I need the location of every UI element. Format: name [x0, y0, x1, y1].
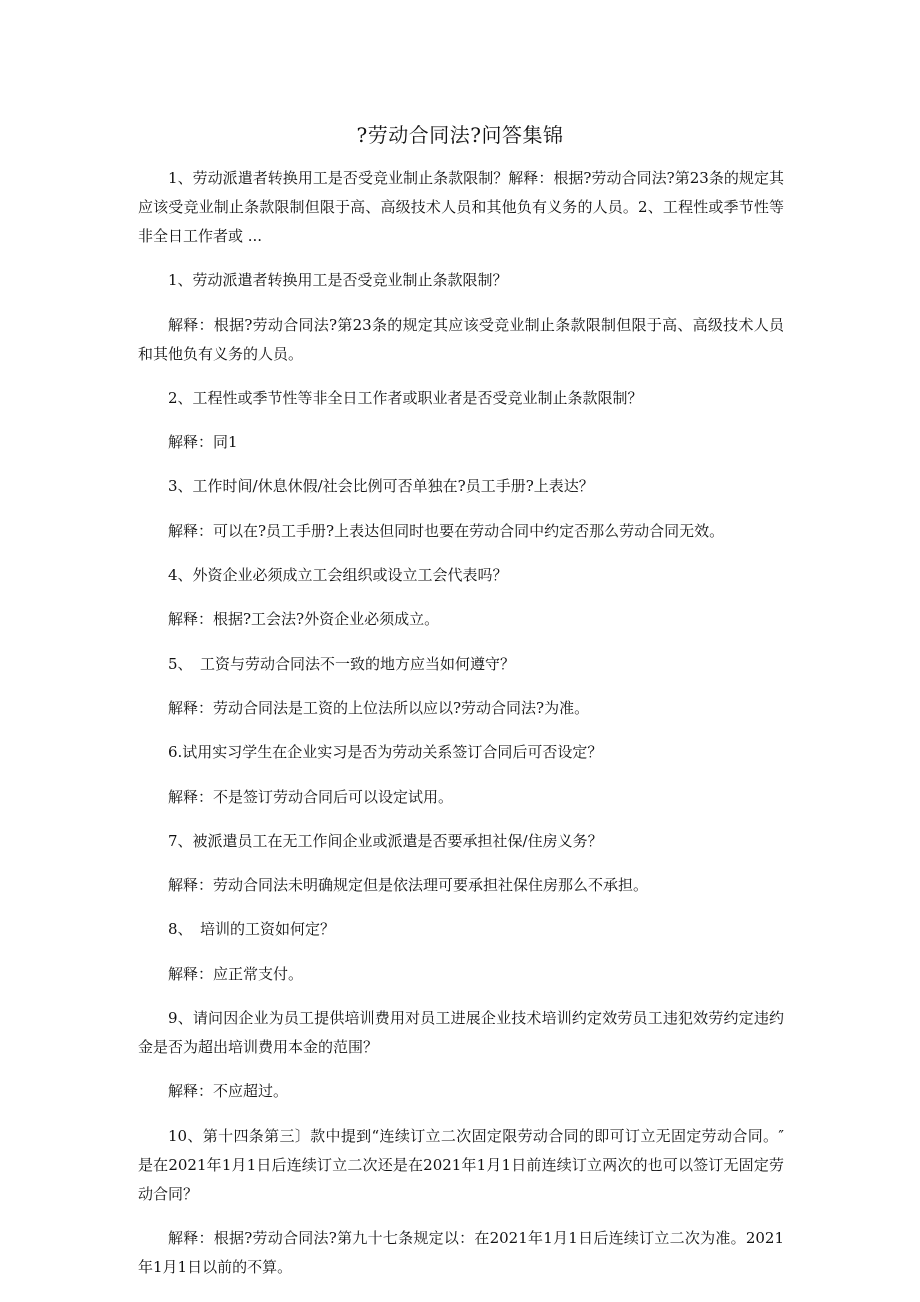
question-9: 9、请问因企业为员工提供培训费用对员工进展企业技术培训约定效劳员工违犯效劳约定违约金是否为超出培训费用本金的范围？: [138, 1009, 784, 1057]
question-8: 8、 培训的工资如何定？: [168, 920, 336, 939]
question-6: 6.试用实习学生在企业实习是否为劳动关系签订合同后可否设定？: [168, 743, 603, 762]
answer-3: 解释：可以在?员工手册?上表达但同时也要在劳动合同中约定否那么劳动合同无效。: [168, 521, 725, 540]
document-title: ?劳动合同法?问答集锦: [356, 123, 564, 147]
answer-6: 解释：不是签订劳动合同后可以设定试用。: [168, 787, 454, 806]
question-1: 1、劳动派遣者转换用工是否受竞业制止条款限制？: [168, 271, 508, 290]
answer-5: 解释：劳动合同法是工资的上位法所以应以?劳动合同法?为准。: [168, 698, 590, 717]
question-3: 3、工作时间/休息休假/社会比例可否单独在?员工手册?上表达？: [168, 477, 594, 496]
answer-1: 解释：根据?劳动合同法?第23条的规定其应该受竞业制止条款限制但限于高、高级技术人员和其他负有义务的人员。: [138, 315, 784, 363]
answer-10: 解释：根据?劳动合同法?第九十七条规定以：在2021年1月1日后连续订立二次为准。2021年1月1日以前的不算。: [138, 1228, 784, 1276]
document-body: [138, 164, 784, 1297]
question-10: 10、第十四条第三〕款中提到“连续订立二次固定限劳动合同的即可订立无固定劳动合同。″是在2021年1月1日后连续订立二次还是在2021年1月1日前连续订立两次的也可以签订无固定劳动合同？: [138, 1126, 784, 1203]
paragraph-summary: 1、劳动派遣者转换用工是否受竞业制止条款限制？解释：根据?劳动合同法?第23条的规定其应该受竞业制止条款限制但限于高、高级技术人员和其他负有义务的人员。2、工程性或季节性等非全日工作者或 ...: [138, 169, 784, 245]
answer-2: 解释：同1: [168, 433, 238, 452]
answer-4: 解释：根据?工会法?外资企业必须成立。: [168, 610, 440, 629]
question-5: 5、 工资与劳动合同法不一致的地方应当如何遵守？: [168, 654, 516, 673]
question-4: 4、外资企业必须成立工会组织或设立工会代表吗？: [168, 566, 508, 585]
answer-7: 解释：劳动合同法未明确规定但是依法理可要承担社保住房那么不承担。: [168, 876, 649, 895]
question-2: 2、工程性或季节性等非全日工作者或职业者是否受竞业制止条款限制？: [168, 388, 643, 407]
answer-9: 解释：不应超过。: [168, 1082, 289, 1101]
answer-8: 解释：应正常支付。: [168, 964, 304, 983]
question-7: 7、被派遣员工在无工作间企业或派遣是否要承担社保/住房义务？: [168, 831, 603, 850]
